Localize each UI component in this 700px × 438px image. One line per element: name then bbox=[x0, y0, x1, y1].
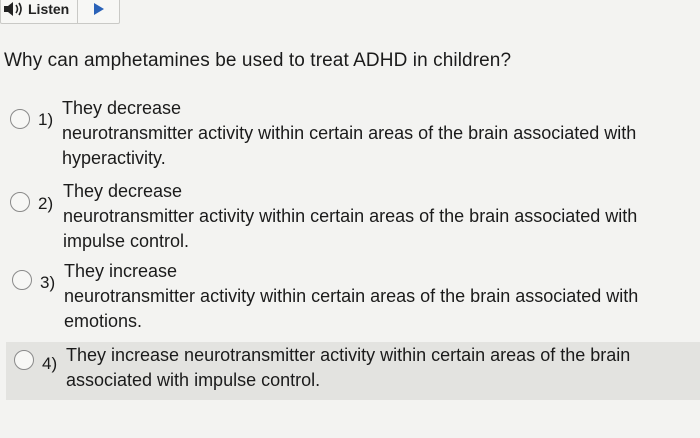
radio-button-3[interactable] bbox=[12, 270, 32, 290]
option-line: emotions. bbox=[64, 311, 143, 331]
option-line: neurotransmitter activity within certain areas of the brain associated with bbox=[62, 123, 637, 143]
play-icon bbox=[94, 3, 104, 15]
option-number: 4) bbox=[42, 354, 58, 373]
option-text bbox=[66, 343, 696, 393]
option-number: 1) bbox=[38, 110, 54, 129]
option-number: 2) bbox=[38, 194, 54, 213]
listen-button[interactable] bbox=[1, 0, 78, 23]
radio-button-1[interactable] bbox=[10, 109, 30, 129]
play-button[interactable] bbox=[78, 0, 119, 23]
radio-button-4[interactable] bbox=[14, 350, 34, 370]
option-text bbox=[63, 179, 699, 254]
option-number: 3) bbox=[40, 273, 56, 292]
option-line: neurotransmitter activity within certain areas of the brain associated with bbox=[64, 286, 639, 306]
answer-option-3[interactable] bbox=[0, 258, 700, 338]
option-text bbox=[62, 96, 698, 171]
option-line: neurotransmitter activity within certain areas of the brain associated with bbox=[63, 206, 638, 226]
option-line: They increase bbox=[64, 261, 178, 281]
option-line: They increase neurotransmitter activity within certain areas of the brain bbox=[66, 345, 631, 365]
answer-option-1[interactable] bbox=[0, 95, 700, 175]
option-line: They decrease bbox=[63, 181, 183, 201]
listen-toolbar bbox=[0, 0, 120, 24]
question-text: Why can amphetamines be used to treat ADHD in children? bbox=[4, 50, 512, 71]
answer-option-4[interactable] bbox=[6, 342, 700, 400]
radio-button-2[interactable] bbox=[10, 192, 30, 212]
speaker-icon bbox=[3, 1, 25, 17]
listen-label: Listen bbox=[28, 1, 70, 17]
option-line: They decrease bbox=[62, 98, 182, 118]
option-line: hyperactivity. bbox=[62, 148, 166, 168]
option-line: associated with impulse control. bbox=[66, 370, 321, 390]
option-line: impulse control. bbox=[63, 231, 190, 251]
option-text bbox=[64, 259, 700, 334]
answer-option-2[interactable] bbox=[0, 178, 700, 258]
